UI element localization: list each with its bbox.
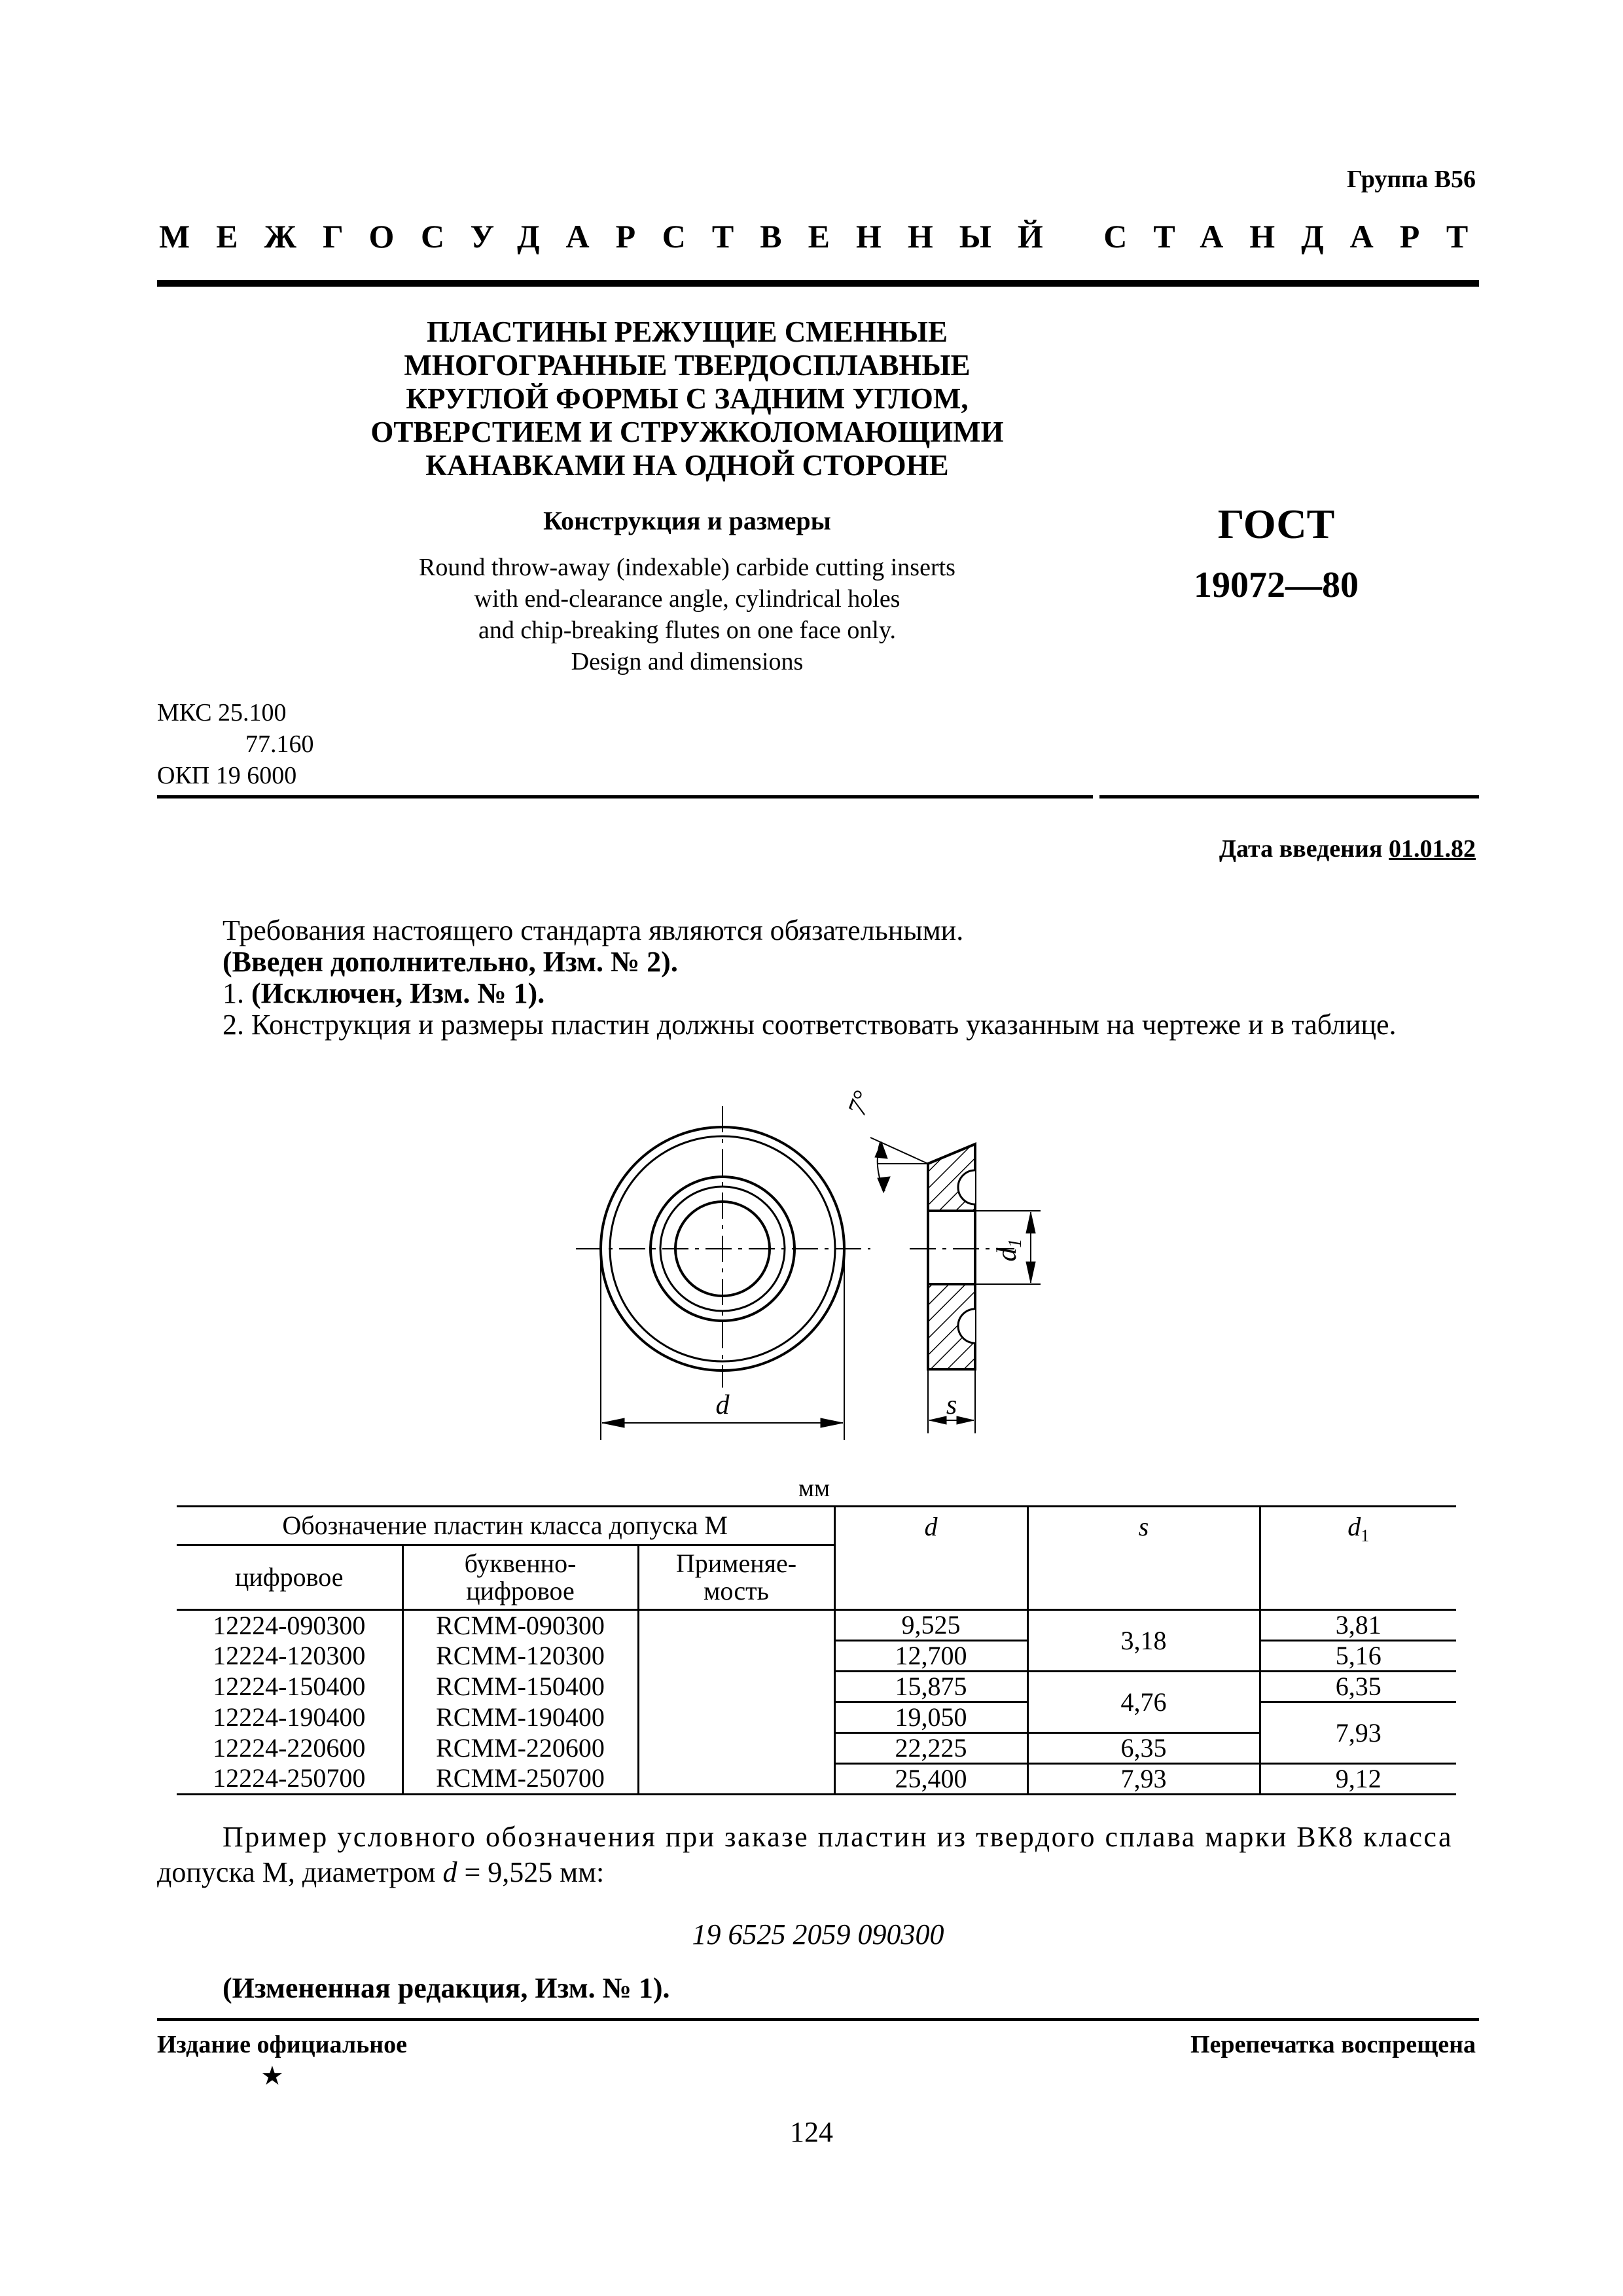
cell-s: 7,93 xyxy=(1027,1764,1260,1795)
header-digital: цифровое xyxy=(177,1545,402,1610)
standard-banner: МЕЖГОСУДАРСТВЕННЫЙ СТАНДАРТ xyxy=(159,218,1495,255)
cell-d: 25,400 xyxy=(834,1764,1027,1795)
title-line: ПЛАСТИНЫ РЕЖУЩИЕ СМЕННЫЕ xyxy=(426,315,948,348)
header-alnum xyxy=(402,1545,638,1610)
cell-usage xyxy=(638,1702,834,1733)
s-label: s xyxy=(946,1390,957,1420)
dimensions-table xyxy=(177,1505,1456,1795)
header-d1-subscript: 1 xyxy=(1361,1526,1370,1545)
d1-subscript: 1 xyxy=(1005,1238,1026,1248)
cell-d: 22,225 xyxy=(834,1733,1027,1764)
angle-dimension xyxy=(870,1138,928,1193)
example-line: Пример условного обозначения при заказе пластин из твердого сплава марки ВК8 класса xyxy=(223,1821,1453,1853)
header-d xyxy=(834,1507,1027,1610)
cell-d: 15,875 xyxy=(834,1672,1027,1702)
angle-label: 7° xyxy=(842,1086,878,1119)
header-usage-line: Применяе- xyxy=(675,1549,797,1578)
intro-date-label: Дата введения xyxy=(1219,835,1389,863)
cell-s: 4,76 xyxy=(1027,1672,1260,1733)
header-usage xyxy=(638,1545,834,1610)
cell-d1: 6,35 xyxy=(1260,1672,1456,1702)
cell-usage xyxy=(638,1733,834,1764)
cell-alnum: RCMM-250700 xyxy=(402,1764,638,1795)
table-row xyxy=(177,1610,1456,1641)
header-usage-line: мость xyxy=(704,1576,769,1605)
header-d-symbol: d xyxy=(924,1512,938,1541)
cell-d1: 7,93 xyxy=(1260,1702,1456,1764)
title-line: КРУГЛОЙ ФОРМЫ С ЗАДНИМ УГЛОМ, xyxy=(406,382,969,415)
cell-d: 12,700 xyxy=(834,1641,1027,1672)
cell-usage xyxy=(638,1610,834,1641)
table-unit: мм xyxy=(798,1475,830,1502)
paragraph: 2. Конструкция и размеры пластин должны соответствовать указанным на чертеже и в таблице. xyxy=(223,1009,1397,1041)
footer-rule xyxy=(157,2018,1479,2021)
example-code: 19 6525 2059 090300 xyxy=(692,1918,944,1950)
english-title-line: and chip-breaking flutes on one face only. xyxy=(478,617,897,644)
cell-alnum: RCMM-220600 xyxy=(402,1733,638,1764)
mks-code: 77.160 xyxy=(245,730,314,758)
cell-digital: 12224-250700 xyxy=(177,1764,402,1795)
document-subtitle: Конструкция и размеры xyxy=(543,506,831,535)
cell-usage xyxy=(638,1672,834,1702)
intro-date-value: 01.01.82 xyxy=(1389,835,1476,863)
cell-digital: 12224-220600 xyxy=(177,1733,402,1764)
title-line: ОТВЕРСТИЕМ И СТРУЖКОЛОМАЮЩИМИ xyxy=(370,416,1004,448)
title-line: КАНАВКАМИ НА ОДНОЙ СТОРОНЕ xyxy=(425,449,949,482)
cell-d1: 9,12 xyxy=(1260,1764,1456,1795)
example-line xyxy=(157,1855,1479,1890)
example-text-part: = 9,525 мм: xyxy=(457,1856,605,1888)
example-variable: d xyxy=(442,1856,457,1888)
cell-s: 6,35 xyxy=(1027,1733,1260,1764)
mks-code: МКС 25.100 xyxy=(157,699,287,726)
english-title-line: Design and dimensions xyxy=(571,648,804,675)
cell-d1: 5,16 xyxy=(1260,1641,1456,1672)
cell-usage xyxy=(638,1641,834,1672)
okp-code: ОКП 19 6000 xyxy=(157,762,297,789)
table-row xyxy=(177,1641,1456,1672)
cell-digital: 12224-190400 xyxy=(177,1702,402,1733)
gost-label: ГОСТ xyxy=(1217,501,1335,547)
cell-alnum: RCMM-150400 xyxy=(402,1672,638,1702)
english-title-line: Round throw-away (indexable) carbide cutting inserts xyxy=(419,554,955,581)
group-code: Группа В56 xyxy=(1346,166,1476,193)
cell-alnum: RCMM-120300 xyxy=(402,1641,638,1672)
front-view xyxy=(576,1106,870,1388)
revision-note: (Измененная редакция, Изм. № 1). xyxy=(223,1972,670,2004)
d1-label xyxy=(992,1239,1026,1262)
reprint-note: Перепечатка воспрещена xyxy=(1190,2031,1476,2058)
star-icon: ★ xyxy=(260,2061,284,2090)
cell-s: 3,18 xyxy=(1027,1610,1260,1672)
header-s xyxy=(1027,1507,1260,1610)
cell-d: 9,525 xyxy=(834,1610,1027,1641)
cell-alnum: RCMM-090300 xyxy=(402,1610,638,1641)
cell-d1: 3,81 xyxy=(1260,1610,1456,1641)
group-header: Обозначение пластин класса допуска М xyxy=(177,1507,834,1545)
title-line: МНОГОГРАННЫЕ ТВЕРДОСПЛАВНЫЕ xyxy=(404,349,971,382)
table-row xyxy=(177,1702,1456,1733)
d1-symbol: d xyxy=(992,1247,1022,1262)
page-number: 124 xyxy=(790,2116,833,2148)
gost-number: 19072—80 xyxy=(1194,565,1359,605)
cell-digital: 12224-150400 xyxy=(177,1672,402,1702)
cell-digital: 12224-120300 xyxy=(177,1641,402,1672)
table-row xyxy=(177,1764,1456,1795)
example-text xyxy=(157,1820,1479,1890)
edition-note: Издание официальное xyxy=(157,2031,408,2058)
item-number: 1. xyxy=(223,977,251,1009)
english-title-line: with end-clearance angle, cylindrical holes xyxy=(474,585,901,613)
cell-digital: 12224-090300 xyxy=(177,1610,402,1641)
header-alnum-line: цифровое xyxy=(466,1576,575,1605)
item-text: (Исключен, Изм. № 1). xyxy=(251,977,545,1009)
example-text-part: допуска М, диаметром xyxy=(157,1856,443,1888)
header-d1-symbol: d xyxy=(1347,1512,1361,1541)
cell-usage xyxy=(638,1764,834,1795)
paragraph: Требования настоящего стандарта являются обязательными. xyxy=(223,914,964,946)
cell-d: 19,050 xyxy=(834,1702,1027,1733)
header-alnum-line: буквенно- xyxy=(464,1549,577,1578)
table-row xyxy=(177,1672,1456,1702)
header-d1 xyxy=(1260,1507,1456,1610)
header-s-symbol: s xyxy=(1138,1512,1149,1541)
d-label: d xyxy=(715,1390,730,1420)
paragraph: (Введен дополнительно, Изм. № 2). xyxy=(223,946,678,978)
cell-alnum: RCMM-190400 xyxy=(402,1702,638,1733)
